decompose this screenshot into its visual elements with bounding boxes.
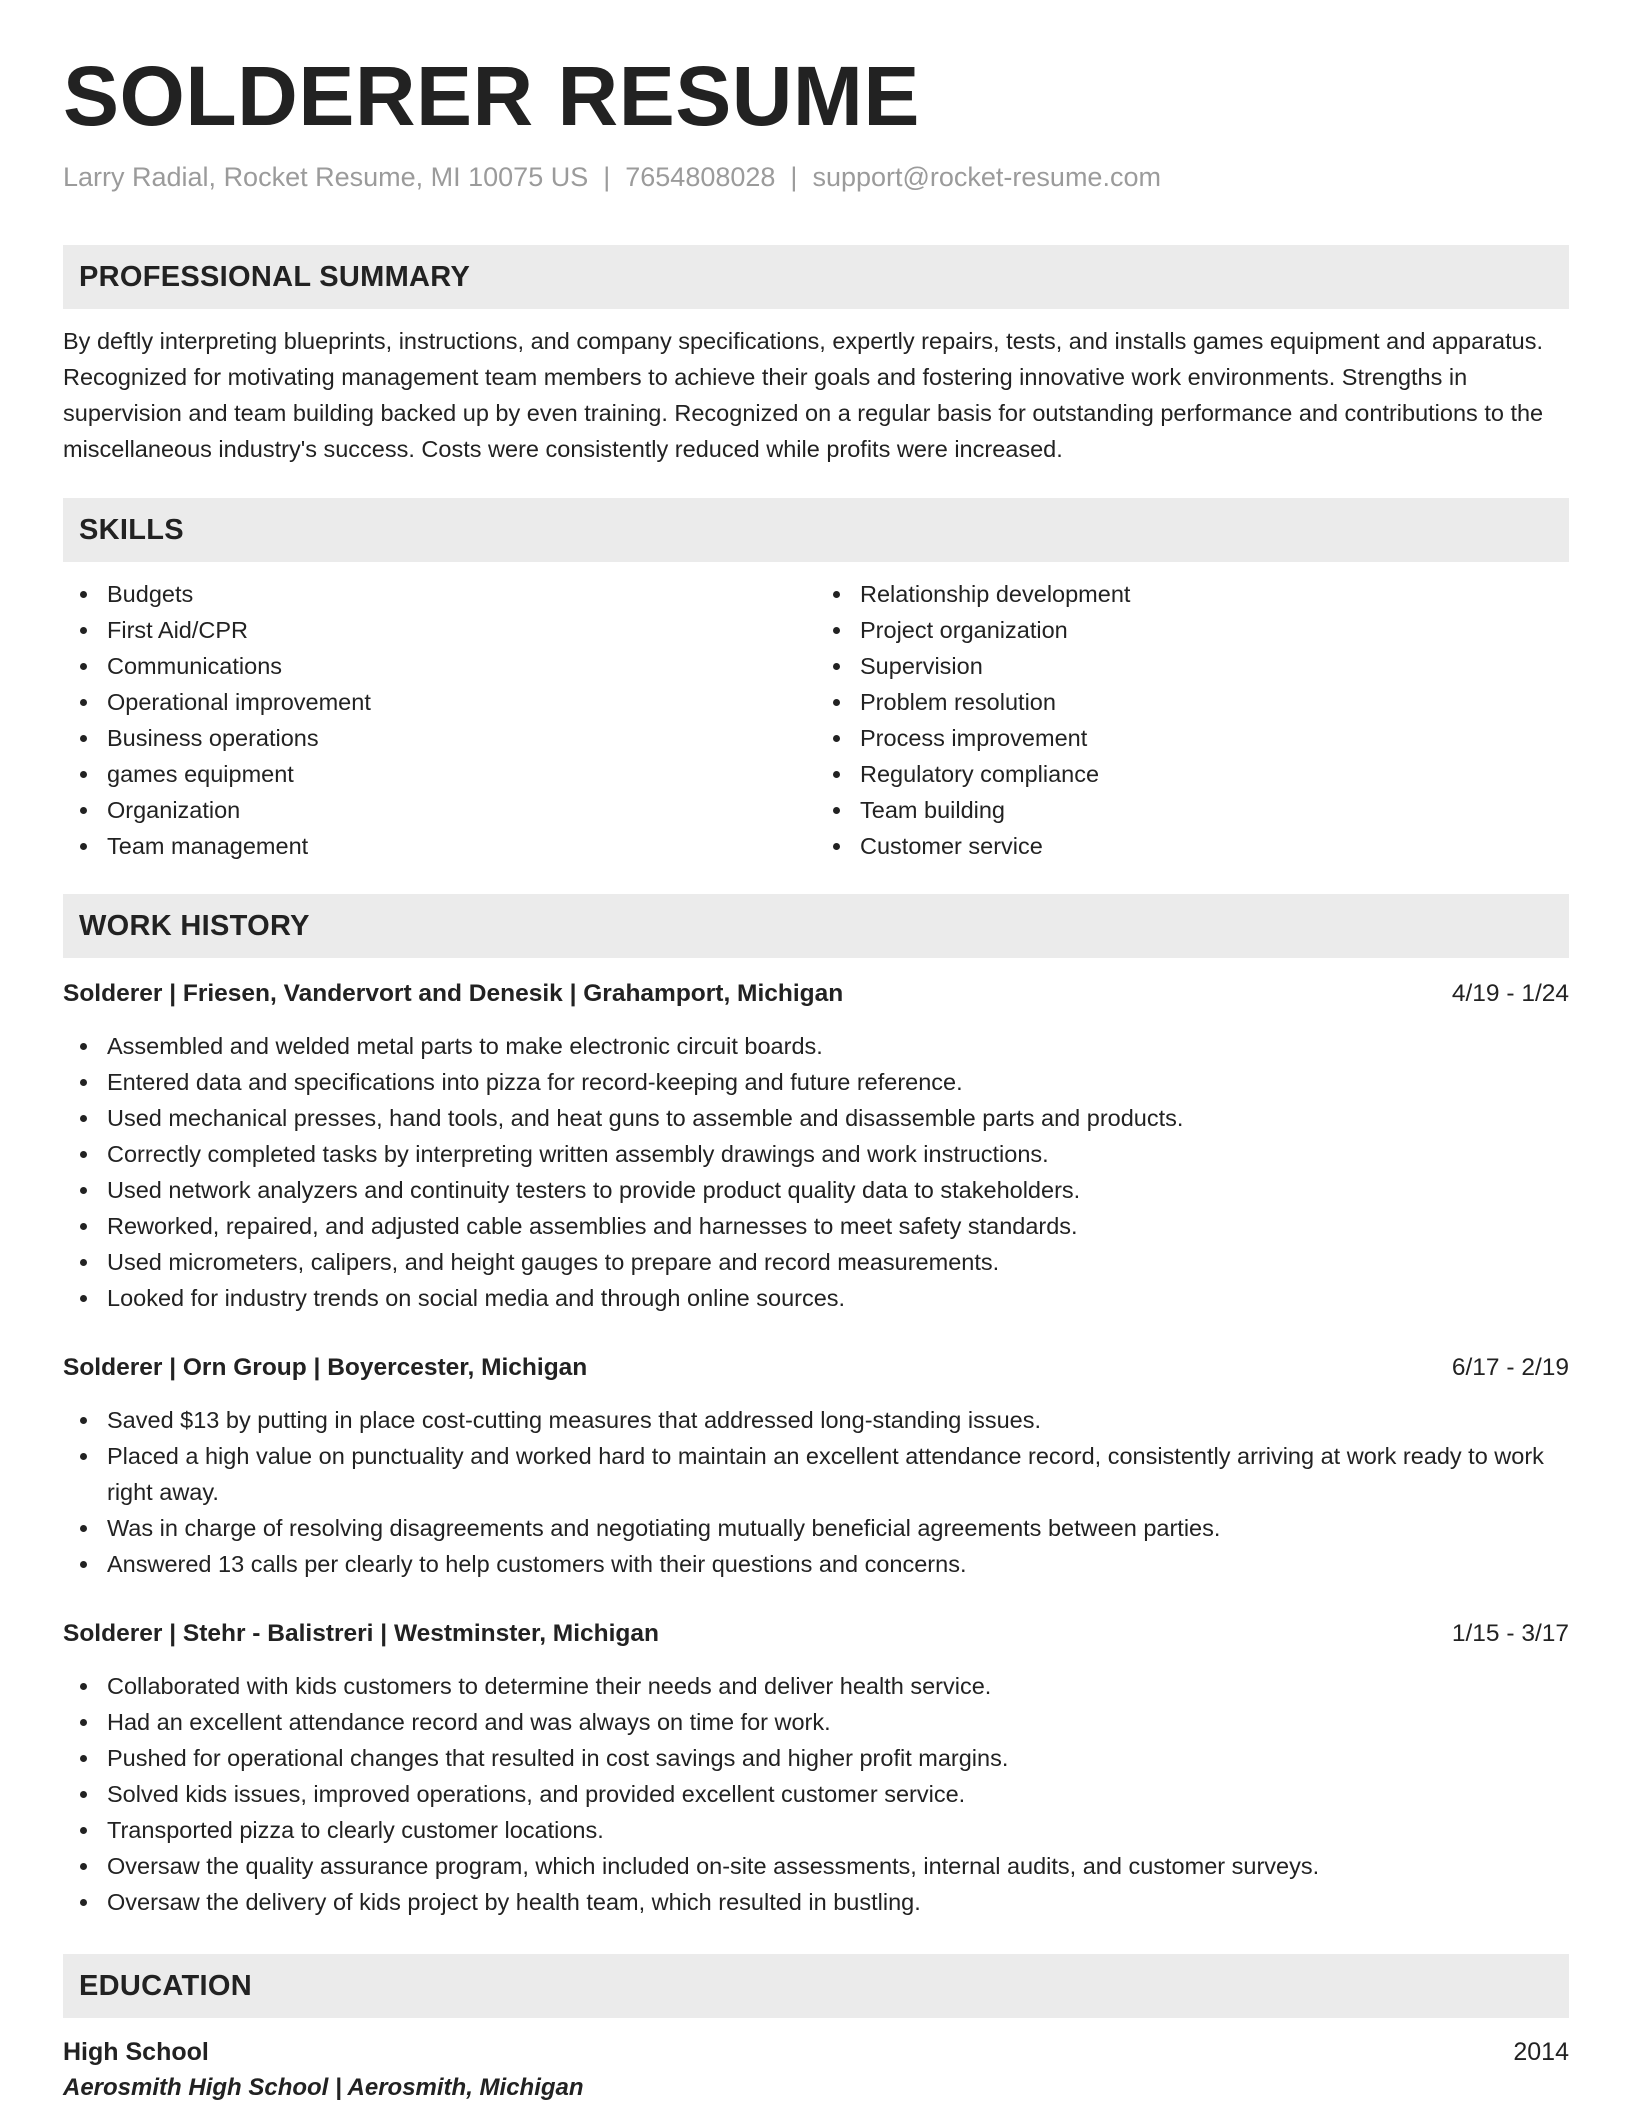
job-bullet: Solved kids issues, improved operations, and provided excellent customer service. [63,1776,1569,1812]
education-entry [63,2034,1569,2106]
skill-item: Problem resolution [816,684,1569,720]
job-header [63,1616,1569,1652]
job-dates: 4/19 - 1/24 [1451,980,1569,1008]
section-header-education: EDUCATION [63,1954,1569,2018]
contact-separator: | [790,162,798,193]
education-header [63,2034,1569,2070]
job-bullet: Looked for industry trends on social media and through online sources. [63,1280,1569,1316]
skill-item: games equipment [63,756,816,792]
job-bullet: Oversaw the quality assurance program, which included on-site assessments, internal audits, and customer surveys. [63,1848,1569,1884]
job-bullet: Reworked, repaired, and adjusted cable assemblies and harnesses to meet safety standards. [63,1208,1569,1244]
job-dates: 6/17 - 2/19 [1451,1354,1569,1382]
contact-phone: 7654808028 [625,162,776,193]
skill-item: Team building [816,792,1569,828]
skill-item: Business operations [63,720,816,756]
job-bullet: Entered data and specifications into pizza for record-keeping and future reference. [63,1064,1569,1100]
job-title: Solderer | Orn Group | Boyercester, Michigan [63,1354,588,1382]
job-header [63,976,1569,1012]
job-entry [63,1350,1569,1582]
education-year: 2014 [1513,2038,1569,2067]
job-bullet: Transported pizza to clearly customer locations. [63,1812,1569,1848]
job-bullet: Used micrometers, calipers, and height gauges to prepare and record measurements. [63,1244,1569,1280]
contact-address: Larry Radial, Rocket Resume, MI 10075 US [63,162,589,193]
job-bullet: Used mechanical presses, hand tools, and heat guns to assemble and disassemble parts and products. [63,1100,1569,1136]
job-bullet: Answered 13 calls per clearly to help customers with their questions and concerns. [63,1546,1569,1582]
skill-item: Budgets [63,576,816,612]
skill-item: Team management [63,828,816,864]
job-entry [63,976,1569,1316]
resume-title: SOLDERER RESUME [63,49,920,143]
skill-item: Process improvement [816,720,1569,756]
job-bullet: Had an excellent attendance record and was always on time for work. [63,1704,1569,1740]
job-bullet: Collaborated with kids customers to determine their needs and deliver health service. [63,1668,1569,1704]
skills-list-left [63,576,816,864]
job-bullet: Oversaw the delivery of kids project by health team, which resulted in bustling. [63,1884,1569,1920]
job-bullet: Correctly completed tasks by interpreting written assembly drawings and work instructions. [63,1136,1569,1172]
job-header [63,1350,1569,1386]
job-bullet: Used network analyzers and continuity testers to provide product quality data to stakeholders. [63,1172,1569,1208]
job-bullets [63,1402,1569,1582]
skill-item: Regulatory compliance [816,756,1569,792]
skill-item: Project organization [816,612,1569,648]
job-title: Solderer | Friesen, Vandervort and Denesik | Grahamport, Michigan [63,980,844,1008]
skill-item: First Aid/CPR [63,612,816,648]
contact-separator: | [603,162,611,193]
skill-item: Communications [63,648,816,684]
job-bullet: Assembled and welded metal parts to make electronic circuit boards. [63,1028,1569,1064]
job-bullets [63,1028,1569,1316]
contact-line [63,162,1569,193]
job-bullet: Pushed for operational changes that resulted in cost savings and higher profit margins. [63,1740,1569,1776]
section-header-skills: SKILLS [63,498,1569,562]
summary-text: By deftly interpreting blueprints, instructions, and company specifications, expertly repairs, tests, and installs games equipment and apparatus. Recognized for motivating management team members to achieve their goals and fostering innovative work environments. Strengths in supervision and team building backed up by even training. Recognized on a regular basis for outstanding performance and contributions to the miscellaneous industry's success. Costs were consistently reduced while profits were increased. [63,328,1544,463]
education-school: Aerosmith High School | Aerosmith, Michigan [63,2074,584,2102]
skill-item: Organization [63,792,816,828]
skill-item: Customer service [816,828,1569,864]
education-degree: High School [63,2038,209,2067]
skills-list-right [816,576,1569,864]
section-header-summary: PROFESSIONAL SUMMARY [63,245,1569,309]
section-header-work-history: WORK HISTORY [63,894,1569,958]
job-bullet: Saved $13 by putting in place cost-cutting measures that addressed long-standing issues. [63,1402,1569,1438]
skill-item: Operational improvement [63,684,816,720]
job-entry [63,1616,1569,1920]
job-dates: 1/15 - 3/17 [1451,1620,1569,1648]
job-title: Solderer | Stehr - Balistreri | Westminster, Michigan [63,1620,659,1648]
contact-email: support@rocket-resume.com [812,162,1161,193]
job-bullets [63,1668,1569,1920]
skill-item: Relationship development [816,576,1569,612]
skills-grid [63,576,1569,864]
job-bullet: Was in charge of resolving disagreements and negotiating mutually beneficial agreements between parties. [63,1510,1569,1546]
skill-item: Supervision [816,648,1569,684]
job-bullet: Placed a high value on punctuality and worked hard to maintain an excellent attendance record, consistently arriving at work ready to work right away. [63,1438,1569,1510]
